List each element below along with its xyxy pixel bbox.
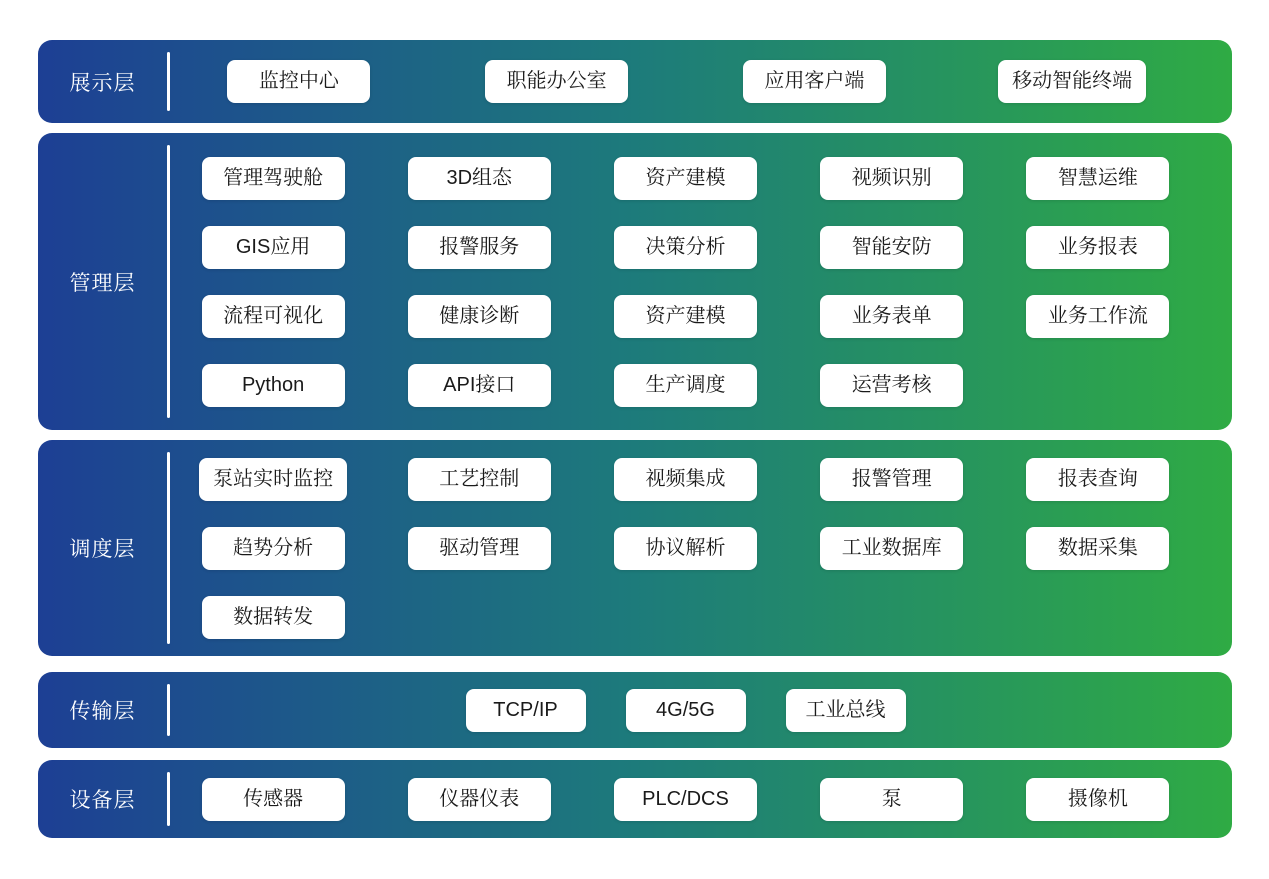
node-row <box>170 364 1201 407</box>
node-cell <box>376 295 582 338</box>
node-cell <box>789 364 995 407</box>
node: 资产建模 <box>614 157 757 200</box>
node-cell <box>995 295 1201 338</box>
node-cell <box>376 226 582 269</box>
node-row <box>170 778 1201 821</box>
node-cell <box>582 157 788 200</box>
node-cell <box>428 60 686 103</box>
node: 智慧运维 <box>1026 157 1169 200</box>
node: 业务报表 <box>1026 226 1169 269</box>
node: TCP/IP <box>466 689 586 732</box>
node-row <box>170 226 1201 269</box>
node-row <box>170 689 1201 732</box>
node: GIS应用 <box>202 226 345 269</box>
node-cell <box>582 226 788 269</box>
node: 工业总线 <box>786 689 906 732</box>
node-cell <box>995 157 1201 200</box>
node-row <box>170 60 1201 103</box>
layer-band-scheduling <box>38 440 1232 656</box>
node-cell <box>170 226 376 269</box>
node-row <box>170 157 1201 200</box>
node-cell <box>170 295 376 338</box>
layer-content-management <box>170 133 1232 430</box>
node-cell <box>786 689 906 732</box>
node: 资产建模 <box>614 295 757 338</box>
node: Python <box>202 364 345 407</box>
node-cell <box>170 60 428 103</box>
node-cell <box>170 778 376 821</box>
layer-label-display: 展示层 <box>69 71 136 95</box>
node-cell <box>376 778 582 821</box>
node: 数据转发 <box>202 596 345 639</box>
node-cell <box>376 527 582 570</box>
node: 监控中心 <box>227 60 370 103</box>
node-cell <box>789 527 995 570</box>
node-cell <box>376 364 582 407</box>
node: 决策分析 <box>614 226 757 269</box>
node: PLC/DCS <box>614 778 757 821</box>
node: 泵站实时监控 <box>199 458 347 501</box>
node-cell <box>789 458 995 501</box>
node-cell <box>582 778 788 821</box>
node: 视频识别 <box>820 157 963 200</box>
node: 趋势分析 <box>202 527 345 570</box>
node-cell <box>789 778 995 821</box>
node-cell <box>170 157 376 200</box>
node: 流程可视化 <box>202 295 345 338</box>
node: 报表查询 <box>1026 458 1169 501</box>
node: 职能办公室 <box>485 60 628 103</box>
node: 数据采集 <box>1026 527 1169 570</box>
node: 报警管理 <box>820 458 963 501</box>
node-cell <box>995 527 1201 570</box>
node-cell <box>789 157 995 200</box>
layer-band-transmission <box>38 672 1232 748</box>
layer-band-management <box>38 133 1232 430</box>
node: 健康诊断 <box>408 295 551 338</box>
layer-content-scheduling <box>170 440 1232 656</box>
node-cell <box>170 458 376 501</box>
node: 传感器 <box>202 778 345 821</box>
node: 移动智能终端 <box>998 60 1146 103</box>
node-cell <box>789 295 995 338</box>
node-cell <box>170 527 376 570</box>
node-cell <box>626 689 746 732</box>
node-cell <box>582 364 788 407</box>
node: 管理驾驶舱 <box>202 157 345 200</box>
node-cell <box>170 596 376 639</box>
node: 工业数据库 <box>820 527 963 570</box>
node-cell <box>582 295 788 338</box>
node-row <box>170 527 1201 570</box>
node-cell <box>466 689 586 732</box>
node: API接口 <box>408 364 551 407</box>
node: 仪器仪表 <box>408 778 551 821</box>
node-row <box>170 458 1201 501</box>
node: 应用客户端 <box>743 60 886 103</box>
node: 报警服务 <box>408 226 551 269</box>
layer-content-display <box>170 40 1232 123</box>
node: 业务工作流 <box>1026 295 1169 338</box>
node: 协议解析 <box>614 527 757 570</box>
node: 业务表单 <box>820 295 963 338</box>
node: 智能安防 <box>820 226 963 269</box>
node: 运营考核 <box>820 364 963 407</box>
node-cell <box>170 364 376 407</box>
layer-label-management: 管理层 <box>69 271 136 295</box>
node-cell <box>376 157 582 200</box>
node-cell <box>376 458 582 501</box>
node-row <box>170 596 1201 639</box>
node-cell <box>686 60 944 103</box>
node: 视频集成 <box>614 458 757 501</box>
node-cell <box>995 778 1201 821</box>
node: 驱动管理 <box>408 527 551 570</box>
layer-label-scheduling: 调度层 <box>69 538 136 561</box>
node-row <box>170 295 1201 338</box>
node: 生产调度 <box>614 364 757 407</box>
node-cell <box>943 60 1201 103</box>
layer-band-device <box>38 760 1232 838</box>
node-cell <box>995 226 1201 269</box>
node-cell <box>789 226 995 269</box>
layer-content-transmission <box>170 672 1232 748</box>
node: 摄像机 <box>1026 778 1169 821</box>
node: 泵 <box>820 778 963 821</box>
layer-content-device <box>170 760 1232 838</box>
layer-label-device: 设备层 <box>69 789 136 812</box>
node-cell <box>582 527 788 570</box>
node: 3D组态 <box>408 157 551 200</box>
node: 4G/5G <box>626 689 746 732</box>
layer-label-transmission: 传输层 <box>69 700 136 723</box>
node-cell <box>995 458 1201 501</box>
node: 工艺控制 <box>408 458 551 501</box>
layer-band-display <box>38 40 1232 123</box>
node-cell <box>582 458 788 501</box>
